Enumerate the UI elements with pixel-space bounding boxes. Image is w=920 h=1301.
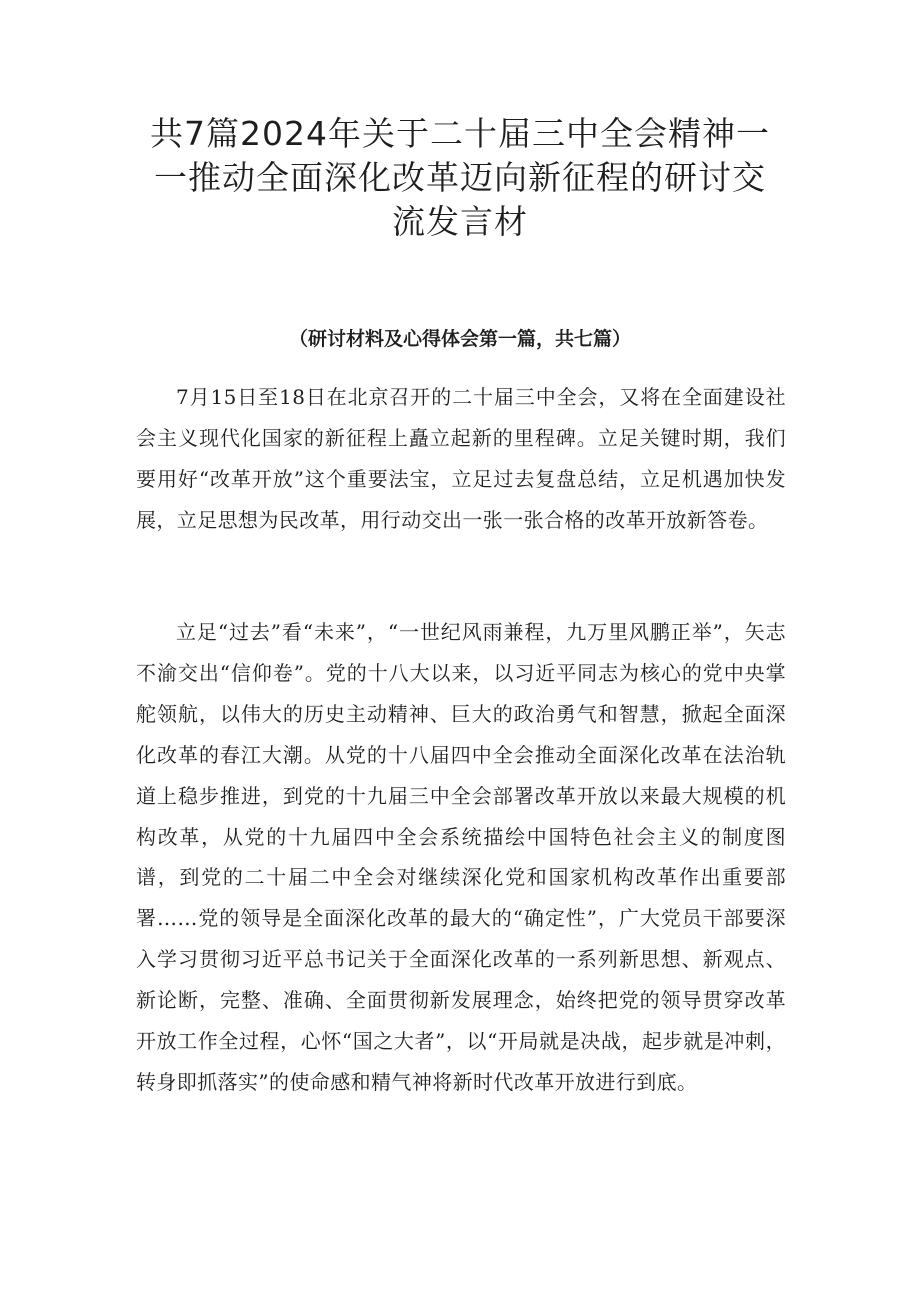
body-paragraph-1: 7月15日至18日在北京召开的二十届三中全会，又将在全面建设社会主义现代化国家的新征程上矗立起新的里程碑。立足关键时期，我们要用好“改革开放”这个重要法宝，立足过去复盘总结，立足机遇加快发展，立足思想为民改革，用行动交出一张一张合格的改革开放新答卷。 — [136, 385, 786, 532]
body-paragraph-2: 立足“过去”看“未来”，“一世纪风雨兼程，九万里风鹏正举”，矢志不渝交出“信仰卷”。党的十八大以来，以习近平同志为核心的党中央掌舵领航，以伟大的历史主动精神、巨大的政治勇气和智慧，掀起全面深化改革的春江大潮。从党的十八届四中全会推动全面深化改革在法治轨道上稳步推进，到党的十九届三中全会部署改革开放以来最大规模的机构改革，从党的十九届四中全会系统描绘中国特色社会主义的制度图谱，到党的二十届二中全会对继续深化党和国家机构改革作出重要部署……党的领导是全面深化改革的最大的“确定性”，广大党员干部要深入学习贯彻习近平总书记关于全面深化改革的一系列新思想、新观点、新论断，完整、准确、全面贯彻新发展理念，始终把党的领导贯穿改革开放工作全过程，心怀“国之大者”，以“开局就是决战，起步就是冲刺，转身即抓落实”的使命感和精气神将新时代改革开放进行到底。 — [136, 620, 786, 1094]
title-line-2: 一推动全面深化改革迈向新征程的研讨交 — [154, 158, 766, 197]
document-subtitle: （研讨材料及心得体会第一篇，共七篇） — [288, 328, 631, 350]
title-line-1: 共7篇2024年关于二十届三中全会精神一 — [150, 114, 770, 153]
title-line-3: 流发言材 — [392, 202, 528, 241]
document-title — [140, 112, 780, 244]
